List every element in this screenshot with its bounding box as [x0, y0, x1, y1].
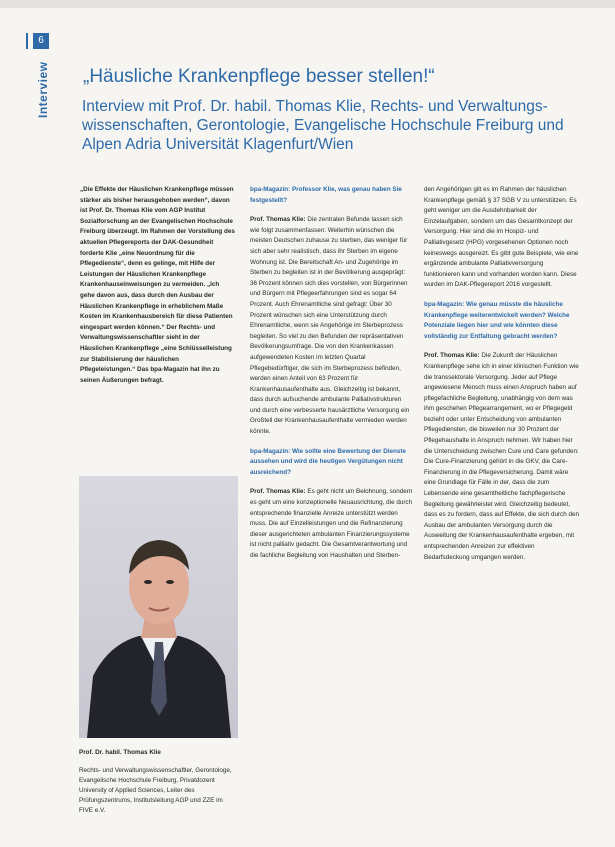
answer-2-continued: den Angehörigen gilt es im Rahmen der häuslichen Krankenpflege gemäß § 37 SGB V zu unterstützen. Es geht weniger um die Ausdehnbarkeit der Einzelaufgaben, sondern um das Gesamtkonzept der Versorgung. Hier sind die im Hospiz- und Palliativgesetz (HPG) vorgesehenen Optionen noch keineswegs ausgereizt. Es gibt gute Beispiele, wie eine ergänzende ambulante Palliativversorgung funktionieren kann und vorhanden worden kann. Diese wurden im DAK-Pflegereport 2016 vorgestellt. [424, 186, 579, 289]
page-edge [0, 0, 615, 8]
column-1 [80, 185, 235, 395]
answer-2-text: Es geht nicht um Belohnung, sondern es geht um eine konzeptionelle Neuausrichtung, die durch entsprechende finanzielle Anreize unterstützt werden muss. Die auf Einzelleistungen und die Refinanzierung dieser ausgerichteten ambulanten Finanzierungssysteme ist nicht palliativ gedacht. Die Gesamtverantwortung und die fachliche Begleitung von Haushalten und Sterben- [250, 488, 413, 559]
column-2 [250, 185, 413, 571]
answer-2-speaker: Prof. Thomas Klie: [250, 488, 306, 496]
answer-1-text: Die zentralen Befunde lassen sich wie folgt zusammenfassen: Weiterhin wünschen die meisten Deutschen zuhause zu sterben, das weniger für sich aber sehr realistisch, dass ihr Sterben im eigene Wohnung ist. Die Bereitschaft An- und Zugehörige im Sterben zu begleiten ist in der Bevölkerung ausgeprägt: 36 Prozent können sich dies vorstellen, von Bürgerinnen und Bürgern mit Pflegeerfahrungen sind es sogar 64 Prozent. Auch Ehrenamtliche sind gefragt: Über 30 Prozent wünschen sich eine Unterstützung durch Ehrenamtliche, wenn sie Angehörige im Sterbeprozess begleiten. So viel zu den Befunden der repräsentativen Bevölkerungsumfrage. Die von den Krankenkassen aufgewendeten Kosten im letzten Quartal Pflegebedürftiger, die sich im Sterbeprozess befinden, werden einen Anteil von 63 Prozent für Krankenhausaufenthalte aus. Gleichzeitig ist bekannt, dass durch aufsuchende ambulante Palliativstrukturen und durch eine verbesserte hausärztliche Versorgung ein Großteil der Krankenhausaufenthalte vermieden werden könnte. [250, 216, 410, 436]
caption-description: Rechts- und Verwaltungswissenschaftler, Gerontologe, Evangelische Hochschule Freiburg, Privatdozent University of Applied Sciences, Leiter des Prüfungszentrums, Institutsleitung AGP und ZZE im FIVE e.V. [79, 767, 232, 814]
article-subtitle: Interview mit Prof. Dr. habil. Thomas Klie, Rechts- und Verwaltungs-wissenschaften, Gerontologie, Evangelische Hochschule Freiburg und Alpen Adria Universität Klagenfurt/Wien [82, 98, 564, 153]
photo-caption [79, 738, 238, 828]
answer-3-text: Die Zukunft der Häuslichen Krankenpflege sehe ich in einer klinischen Funktion wie die transsektorale Versorgung. Jeder auf Pflege angewiesene Mensch muss einen Anspruch haben auf pflegefachliche Begleitung, unabhängig von dem was ihm geschehen Pflegearrangement, wo er Pflegegeld bezieht oder unter Entscheidung von ambulanten Pflegediensten, die bisweilen nur 30 Prozent der Pflegehaushalte in Anspruch nehmen. Wir haben hier die Unterscheidung zwischen Cure und Care gefunden: Die Cure-Finanzierung gehört in die GKV, die Care-Finanzierung in die Pflegeversicherung. Damit wäre eine Grundlage für Fälle in der, dass die zum Lebensende eine gesamtheitliche fachpflegerische Begleitung gewährleistet wird. Gleichzeitig bedeutet, dass es zu fordern, dass auf Effekte, die sich durch den Ausbau der ambulanten Versorgung durch die Ausweitung der Krankenhausaufenthalte ergeben, mit entsprechenden Anreizen zur effektiven Bedarfsdeckung umgangen werden. [424, 352, 579, 561]
answer-3 [424, 351, 579, 563]
section-label: Interview [36, 61, 50, 118]
answer-1-speaker: Prof. Thomas Klie: [250, 216, 306, 224]
answer-3-speaker: Prof. Thomas Klie: [424, 352, 480, 360]
page-number: 6 [33, 33, 49, 49]
intro-paragraph: „Die Effekte der Häuslichen Krankenpflege müssen stärker als bisher herausgehoben werden“, davon ist Prof. Dr. Thomas Klie vom AGP Institut Sozialforschung an der Evangelischen Hochschule Freiburg überzeugt. Im Rahmen der Vorstellung des aktuellen Pflegereports der DAK-Gesundheit forderte Klie „eine Neuordnung für die Pflegedienste“, denn es gelinge, mit Hilfe der Leistungen der Häuslichen Krankenpflege Krankenhauseinweisungen zu vermeiden. „Ich gehe davon aus, dass durch den Ausbau der Häuslichen Krankenpflege in erheblichem Maße Kosten im Krankenhausbereich für diese Patienten eingespart werden können.“ Der Rechts- und Verwaltungswissenschaftler sieht in der Häuslichen Krankenpflege „eine Schlüsselleistung zur Stabilisierung der häuslichen Pflegeleistungen.“ Das bpa-Magazin hat ihn zu seinen Äußerungen befragt. [80, 186, 235, 384]
question-3: bpa-Magazin: Wie genau müsste die häusliche Krankenpflege weiterentwickelt werden? Welche Potenziale liegen hier und wie könnten diese vollständig zur Entfaltung gebracht werden? [424, 300, 570, 340]
portrait-photo [79, 476, 238, 738]
answer-1 [250, 215, 413, 437]
question-2: bpa-Magazin: Wie sollte eine Bewertung der Dienste aussehen und wird die heutigen Vergütungen nicht ausreichend? [250, 447, 406, 476]
article-title: „Häusliche Krankenpflege besser stellen!“ [83, 66, 435, 87]
caption-name: Prof. Dr. habil. Thomas Klie [79, 749, 161, 756]
column-3 [424, 185, 579, 572]
section-label-container [34, 60, 54, 120]
answer-2 [250, 487, 413, 561]
accent-rule [26, 33, 28, 49]
question-1: bpa-Magazin: Professor Klie, was genau haben Sie festgestellt? [250, 186, 402, 204]
